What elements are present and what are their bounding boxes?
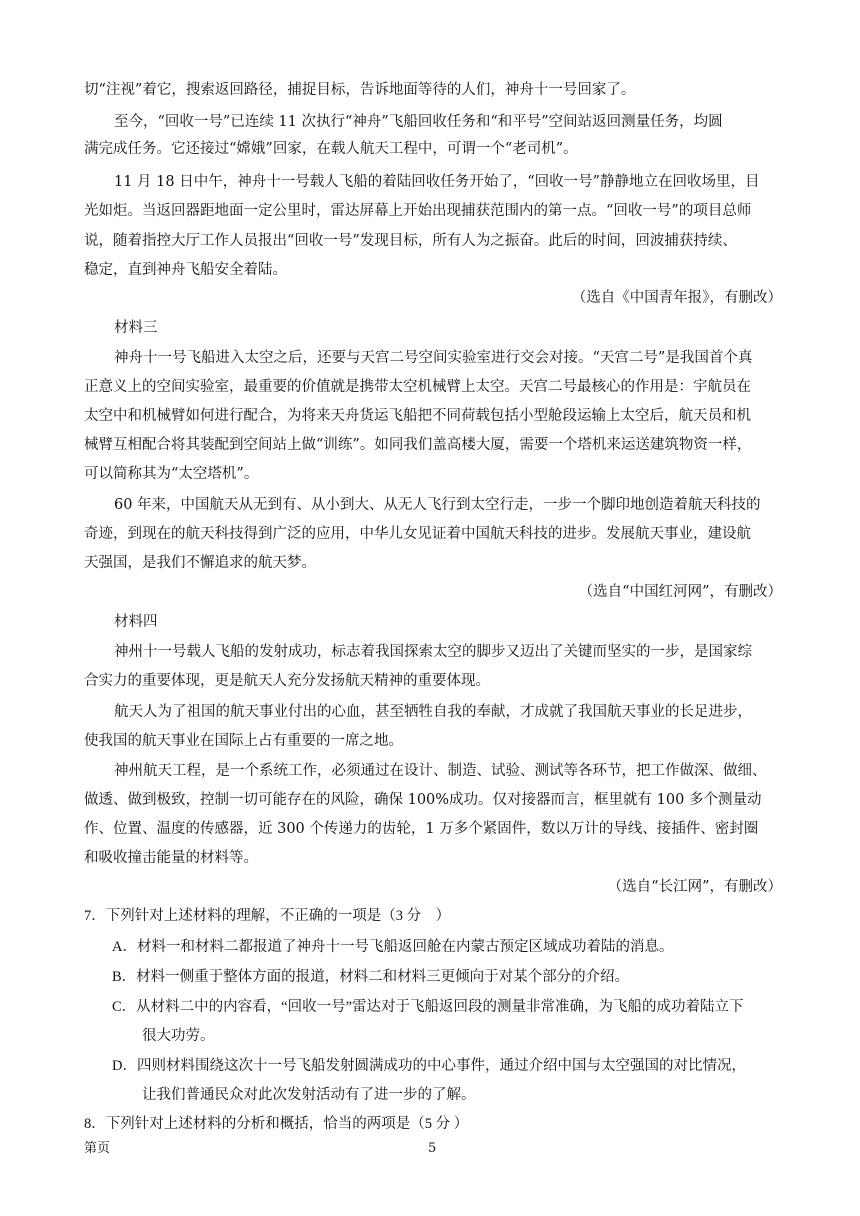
paragraph-line: 奇迹，到现在的航天科技得到广泛的应用，中华儿女见证着中国航天科技的进步。发展航天事业，建设航 (84, 526, 751, 542)
paragraph-line: 切“注视”着它，搜索返回路径，捕捉目标，告诉地面等待的人们，神舟十一号回家了。 (84, 82, 636, 98)
paragraph-line: 合实力的重要体现，更是航天人充分发扬航天精神的重要体现。 (84, 673, 490, 689)
source-citation: （选自《中国青年报》，有删改） (571, 290, 782, 306)
paragraph-line: 神舟十一号飞船进入太空之后，还要与天宫二号空间实验室进行交会对接。“天宫二号”是我国首个真 (114, 350, 753, 366)
section-heading-material-3: 材料三 (114, 320, 158, 336)
paragraph-line: 使我国的航天事业在国际上占有重要的一席之地。 (84, 733, 403, 749)
page-number: 5 (428, 1141, 437, 1156)
paragraph-line: 作、位置、温度的传感器，近 300 个传递力的齿轮，1 万多个紧固件，数以万计的导线、接插件、密封圈 (84, 821, 759, 837)
paragraph-line: 11 月 18 日中午，神舟十一号载人飞船的着陆回收任务开始了，“回收一号”静静地立在回收场里，目 (114, 174, 760, 190)
question-8-stem: 8．下列针对上述材料的分析和概括，恰当的两项是（5 分 ） (84, 1116, 469, 1132)
paragraph-line: 神州航天工程，是一个系统工作，必须通过在设计、制造、试验、测试等各环节，把工作做深、做细、 (114, 763, 767, 779)
paragraph-line: 稳定，直到神舟飞船安全着陆。 (84, 262, 287, 278)
paragraph-line: 说，随着指控大厅工作人员报出“回收一号”发现目标，所有人为之振奋。此后的时间，回波捕获持续、 (84, 233, 737, 249)
paragraph-line: 至今，“回收一号”已连续 11 次执行“神舟”飞船回收任务和“和平号”空间站返回测量任务，均圆 (114, 114, 723, 130)
paragraph-line: 械臂互相配合将其装配到空间站上做“训练”。如同我们盖高楼大厦，需要一个塔机来运送建筑物资一样， (84, 437, 752, 453)
footer-label: 第页 (84, 1141, 111, 1156)
question-7-option-c-continued: 很大功劳。 (142, 1028, 215, 1044)
paragraph-line: 60 年来，中国航天从无到有、从小到大、从无人飞行到太空行走，一步一个脚印地创造着航天科技的 (114, 497, 761, 513)
paragraph-line: 航天人为了祖国的航天事业付出的心血，甚至牺牲自我的奉献，才成就了我国航天事业的长足进步， (114, 704, 752, 720)
paragraph-line: 光如炬。当返回器距地面一定公里时，雷达屏幕上开始出现捕获范围内的第一点。“回收一号”的项目总师 (84, 203, 752, 219)
source-citation: （选自“中国红河网”，有删改） (578, 584, 782, 600)
question-7-stem: 7．下列针对上述材料的理解，不正确的一项是（3 分 ） (84, 908, 451, 924)
paragraph-line: 天强国，是我们不懈追求的航天梦。 (84, 555, 316, 571)
paragraph-line: 和吸收撞击能量的材料等。 (84, 850, 258, 866)
question-7-option-d-continued: 让我们普通民众对此次发射活动有了进一步的了解。 (142, 1087, 476, 1103)
question-7-option-b: B．材料一侧重于整体方面的报道，材料二和材料三更倾向于对某个部分的介绍。 (112, 969, 630, 985)
question-7-option-c: C．从材料二中的内容看，“回收一号”雷达对于飞船返回段的测量非常准确，为飞船的成功着陆立下 (112, 999, 744, 1015)
paragraph-line: 做透、做到极致，控制一切可能存在的风险，确保 100%成功。仅对接器而言，框里就有 100 多个测量动 (84, 792, 762, 808)
paragraph-line: 正意义上的空间实验室，最重要的价值就是携带太空机械臂上太空。天宫二号最核心的作用是：宇航员在 (84, 379, 751, 395)
question-7-option-a: A．材料一和材料二都报道了神舟十一号飞船返回舱在内蒙古预定区域成功着陆的消息。 (112, 939, 674, 955)
section-heading-material-4: 材料四 (114, 614, 158, 630)
paragraph-line: 神州十一号载人飞船的发射成功，标志着我国探索太空的脚步又迈出了关键而坚实的一步，是国家综 (114, 644, 752, 660)
source-citation: （选自“长江网”，有删改） (607, 879, 782, 895)
paragraph-line: 太空中和机械臂如何进行配合，为将来天舟货运飞船把不同荷载包括小型舱段运输上太空后，航天员和机 (84, 408, 751, 424)
paragraph-line: 可以简称其为“太空塔机”。 (84, 466, 259, 482)
paragraph-line: 满完成任务。它还接过“嫦娥”回家，在载人航天工程中，可谓一个“老司机”。 (84, 141, 578, 157)
question-7-option-d: D．四则材料围绕这次十一号飞船发射圆满成功的中心事件，通过介绍中国与太空强国的对比情况， (112, 1058, 746, 1074)
